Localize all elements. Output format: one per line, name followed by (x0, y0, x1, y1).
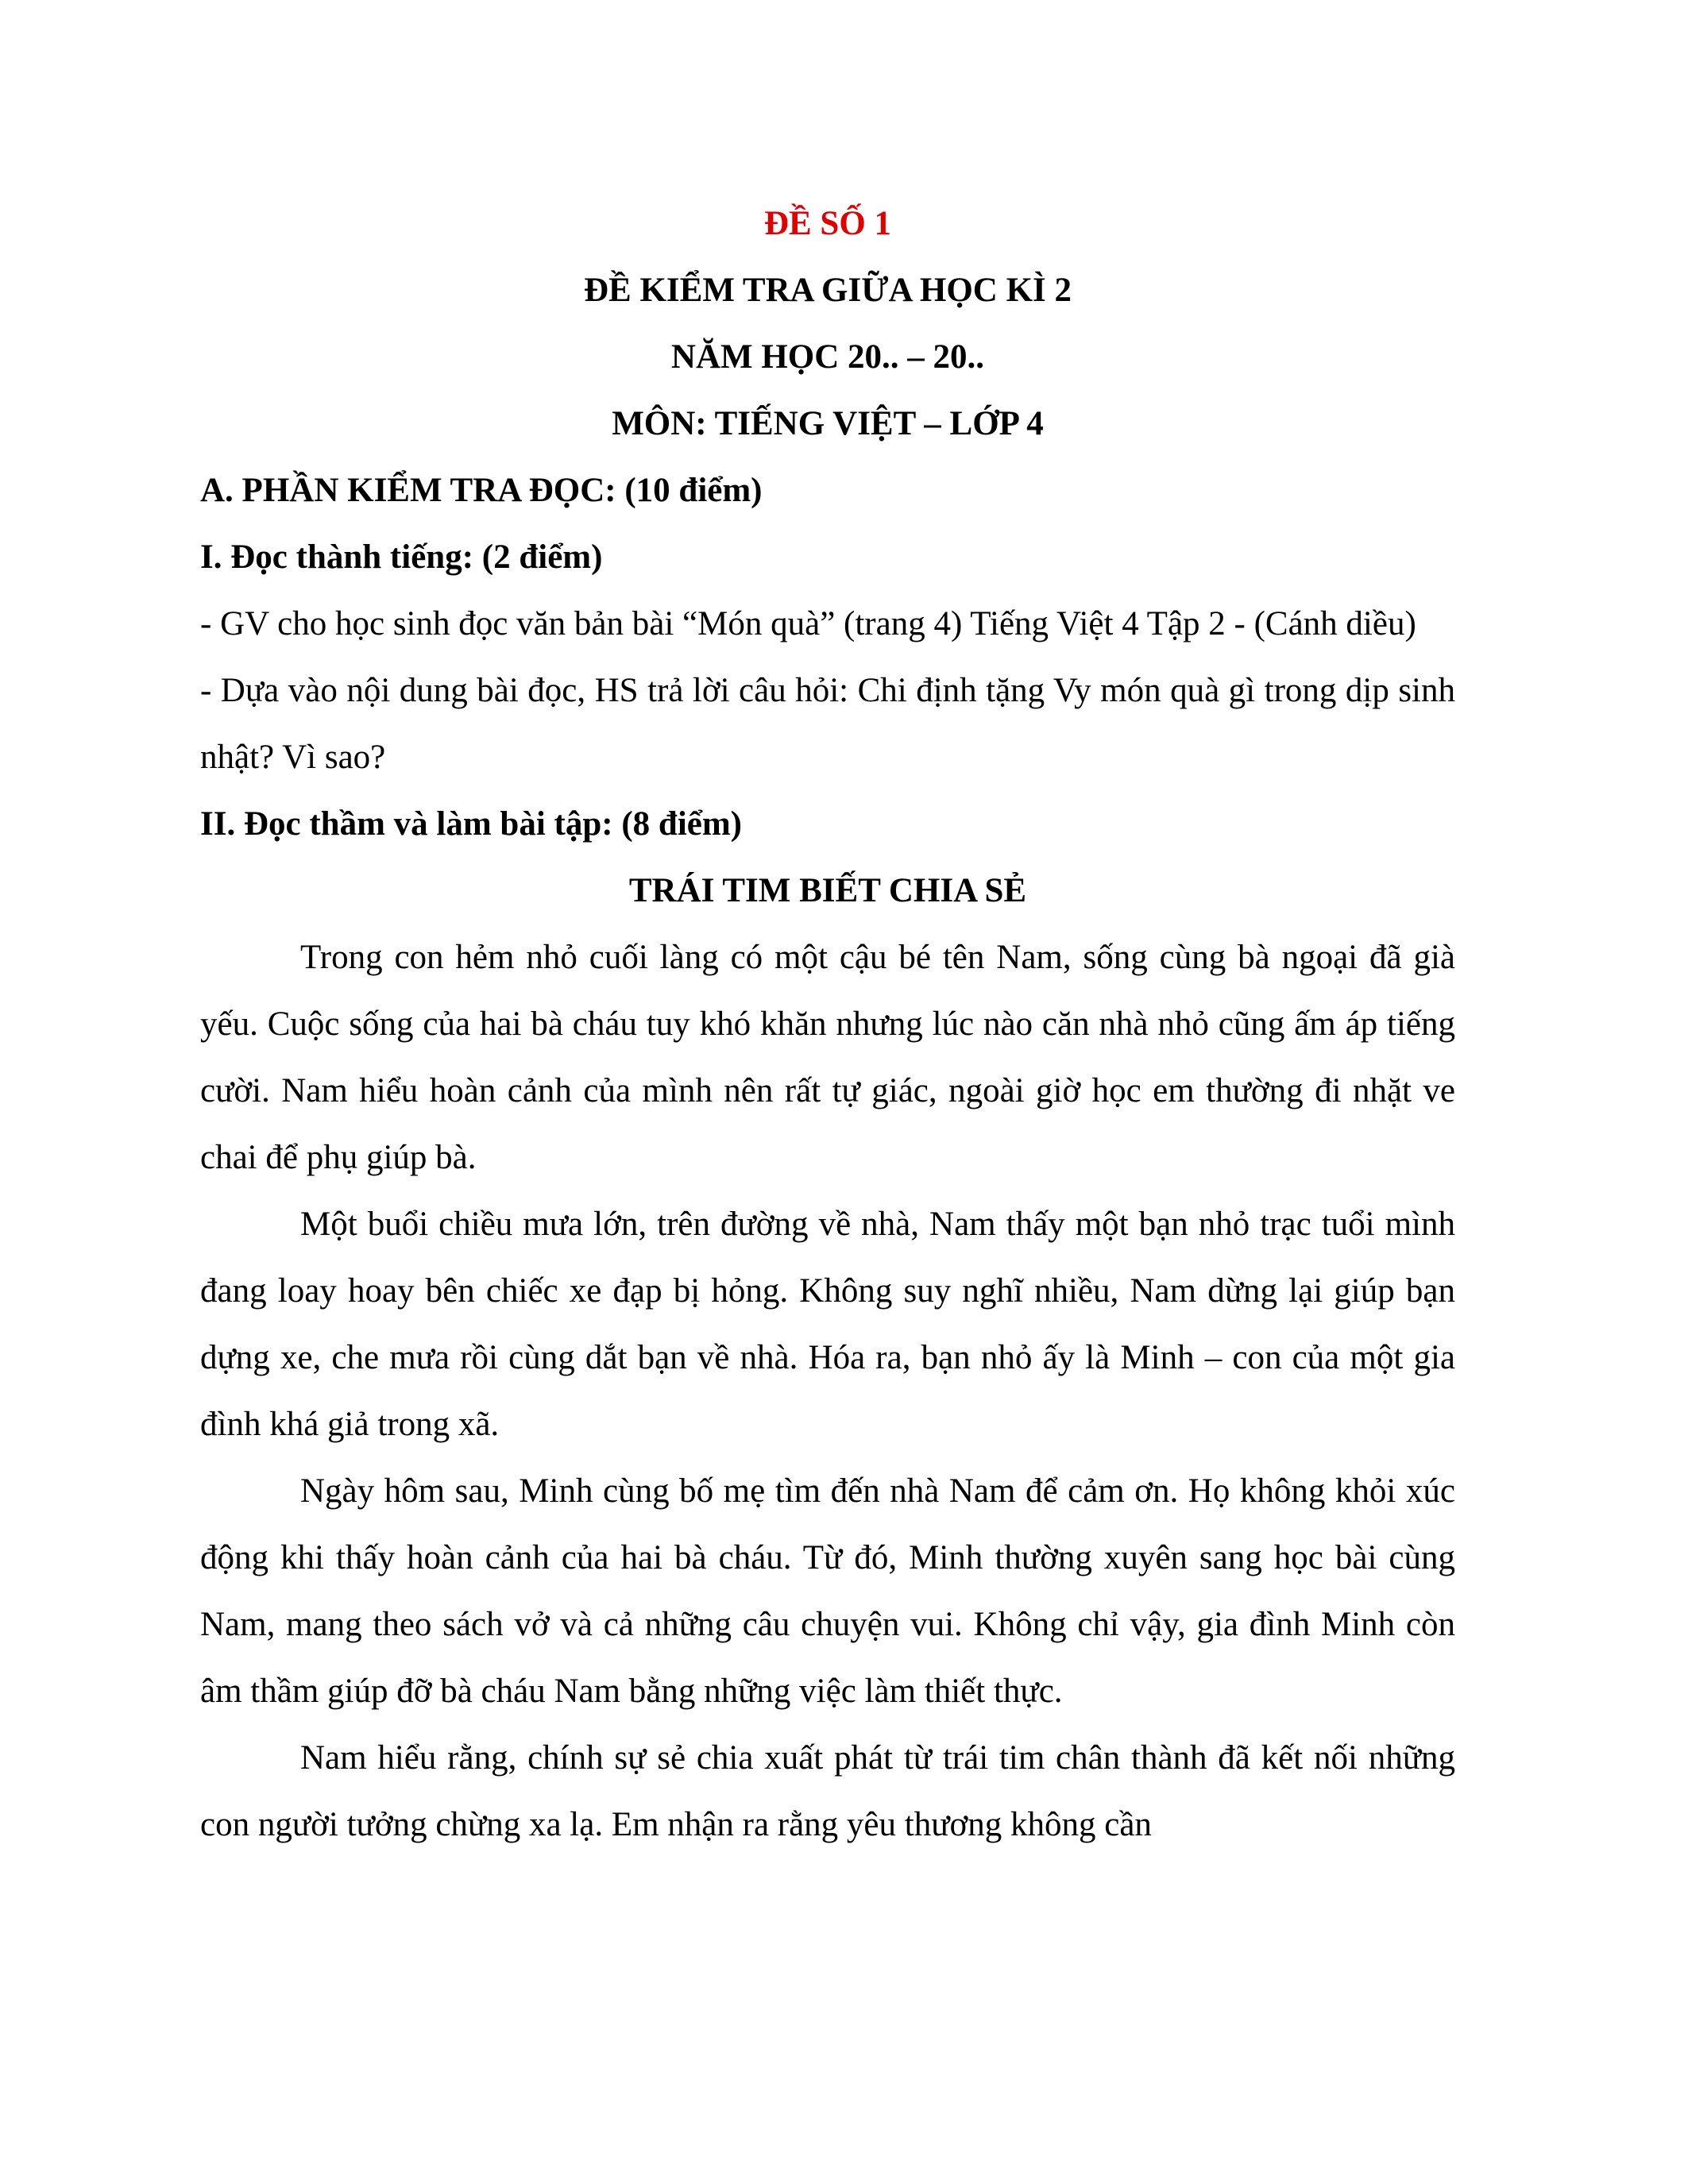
section-i-title: I. Đọc thành tiếng: (2 điểm) (200, 538, 603, 576)
exam-number: ĐỀ SỐ 1 (763, 205, 892, 242)
story-paragraph-4: Nam hiểu rằng, chính sự sẻ chia xuất phát từ trái tim chân thành đã kết nối những con người tưởng chừng xa lạ. Em nhận ra rằng yêu thương không cần (200, 1739, 1455, 1843)
story-paragraph-2: Một buổi chiều mưa lớn, trên đường về nhà, Nam thấy một bạn nhỏ trạc tuổi mình đang loay hoay bên chiếc xe đạp bị hỏng. Không suy nghĩ nhiều, Nam dừng lại giúp bạn dựng xe, che mưa rồi cùng dắt bạn về nhà. Hóa ra, bạn nhỏ ấy là Minh – con của một gia đình khá giả trong xã. (200, 1206, 1455, 1443)
school-year: NĂM HỌC 20.. – 20.. (670, 338, 985, 376)
document-content (200, 191, 1455, 1858)
section-i-item-2: - Dựa vào nội dung bài đọc, HS trả lời câu hỏi: Chi định tặng Vy món quà gì trong dịp sinh nhật? Vì sao? (200, 672, 1455, 776)
section-a-title: A. PHẦN KIỂM TRA ĐỌC: (10 điểm) (200, 472, 763, 509)
story-paragraph-3: Ngày hôm sau, Minh cùng bố mẹ tìm đến nhà Nam để cảm ơn. Họ không khỏi xúc động khi thấy hoàn cảnh của hai bà cháu. Từ đó, Minh thường xuyên sang học bài cùng Nam, mang theo sách vở và cả những câu chuyện vui. Không chỉ vậy, gia đình Minh còn âm thầm giúp đỡ bà cháu Nam bằng những việc làm thiết thực. (200, 1472, 1455, 1710)
exam-title: ĐỀ KIỂM TRA GIỮA HỌC KÌ 2 (583, 272, 1072, 309)
story-paragraph-1: Trong con hẻm nhỏ cuối làng có một cậu bé tên Nam, sống cùng bà ngoại đã già yếu. Cuộc sống của hai bà cháu tuy khó khăn nhưng lúc nào căn nhà nhỏ cũng ấm áp tiếng cười. Nam hiểu hoàn cảnh của mình nên rất tự giác, ngoài giờ học em thường đi nhặt ve chai để phụ giúp bà. (200, 939, 1455, 1176)
section-ii-title: II. Đọc thầm và làm bài tập: (8 điểm) (200, 805, 742, 843)
subject-line: MÔN: TIẾNG VIỆT – LỚP 4 (612, 405, 1044, 442)
story-title: TRÁI TIM BIẾT CHIA SẺ (628, 872, 1027, 909)
section-i-item-1: - GV cho học sinh đọc văn bản bài “Món quà” (trang 4) Tiếng Việt 4 Tập 2 - (Cánh diều) (200, 605, 1416, 642)
